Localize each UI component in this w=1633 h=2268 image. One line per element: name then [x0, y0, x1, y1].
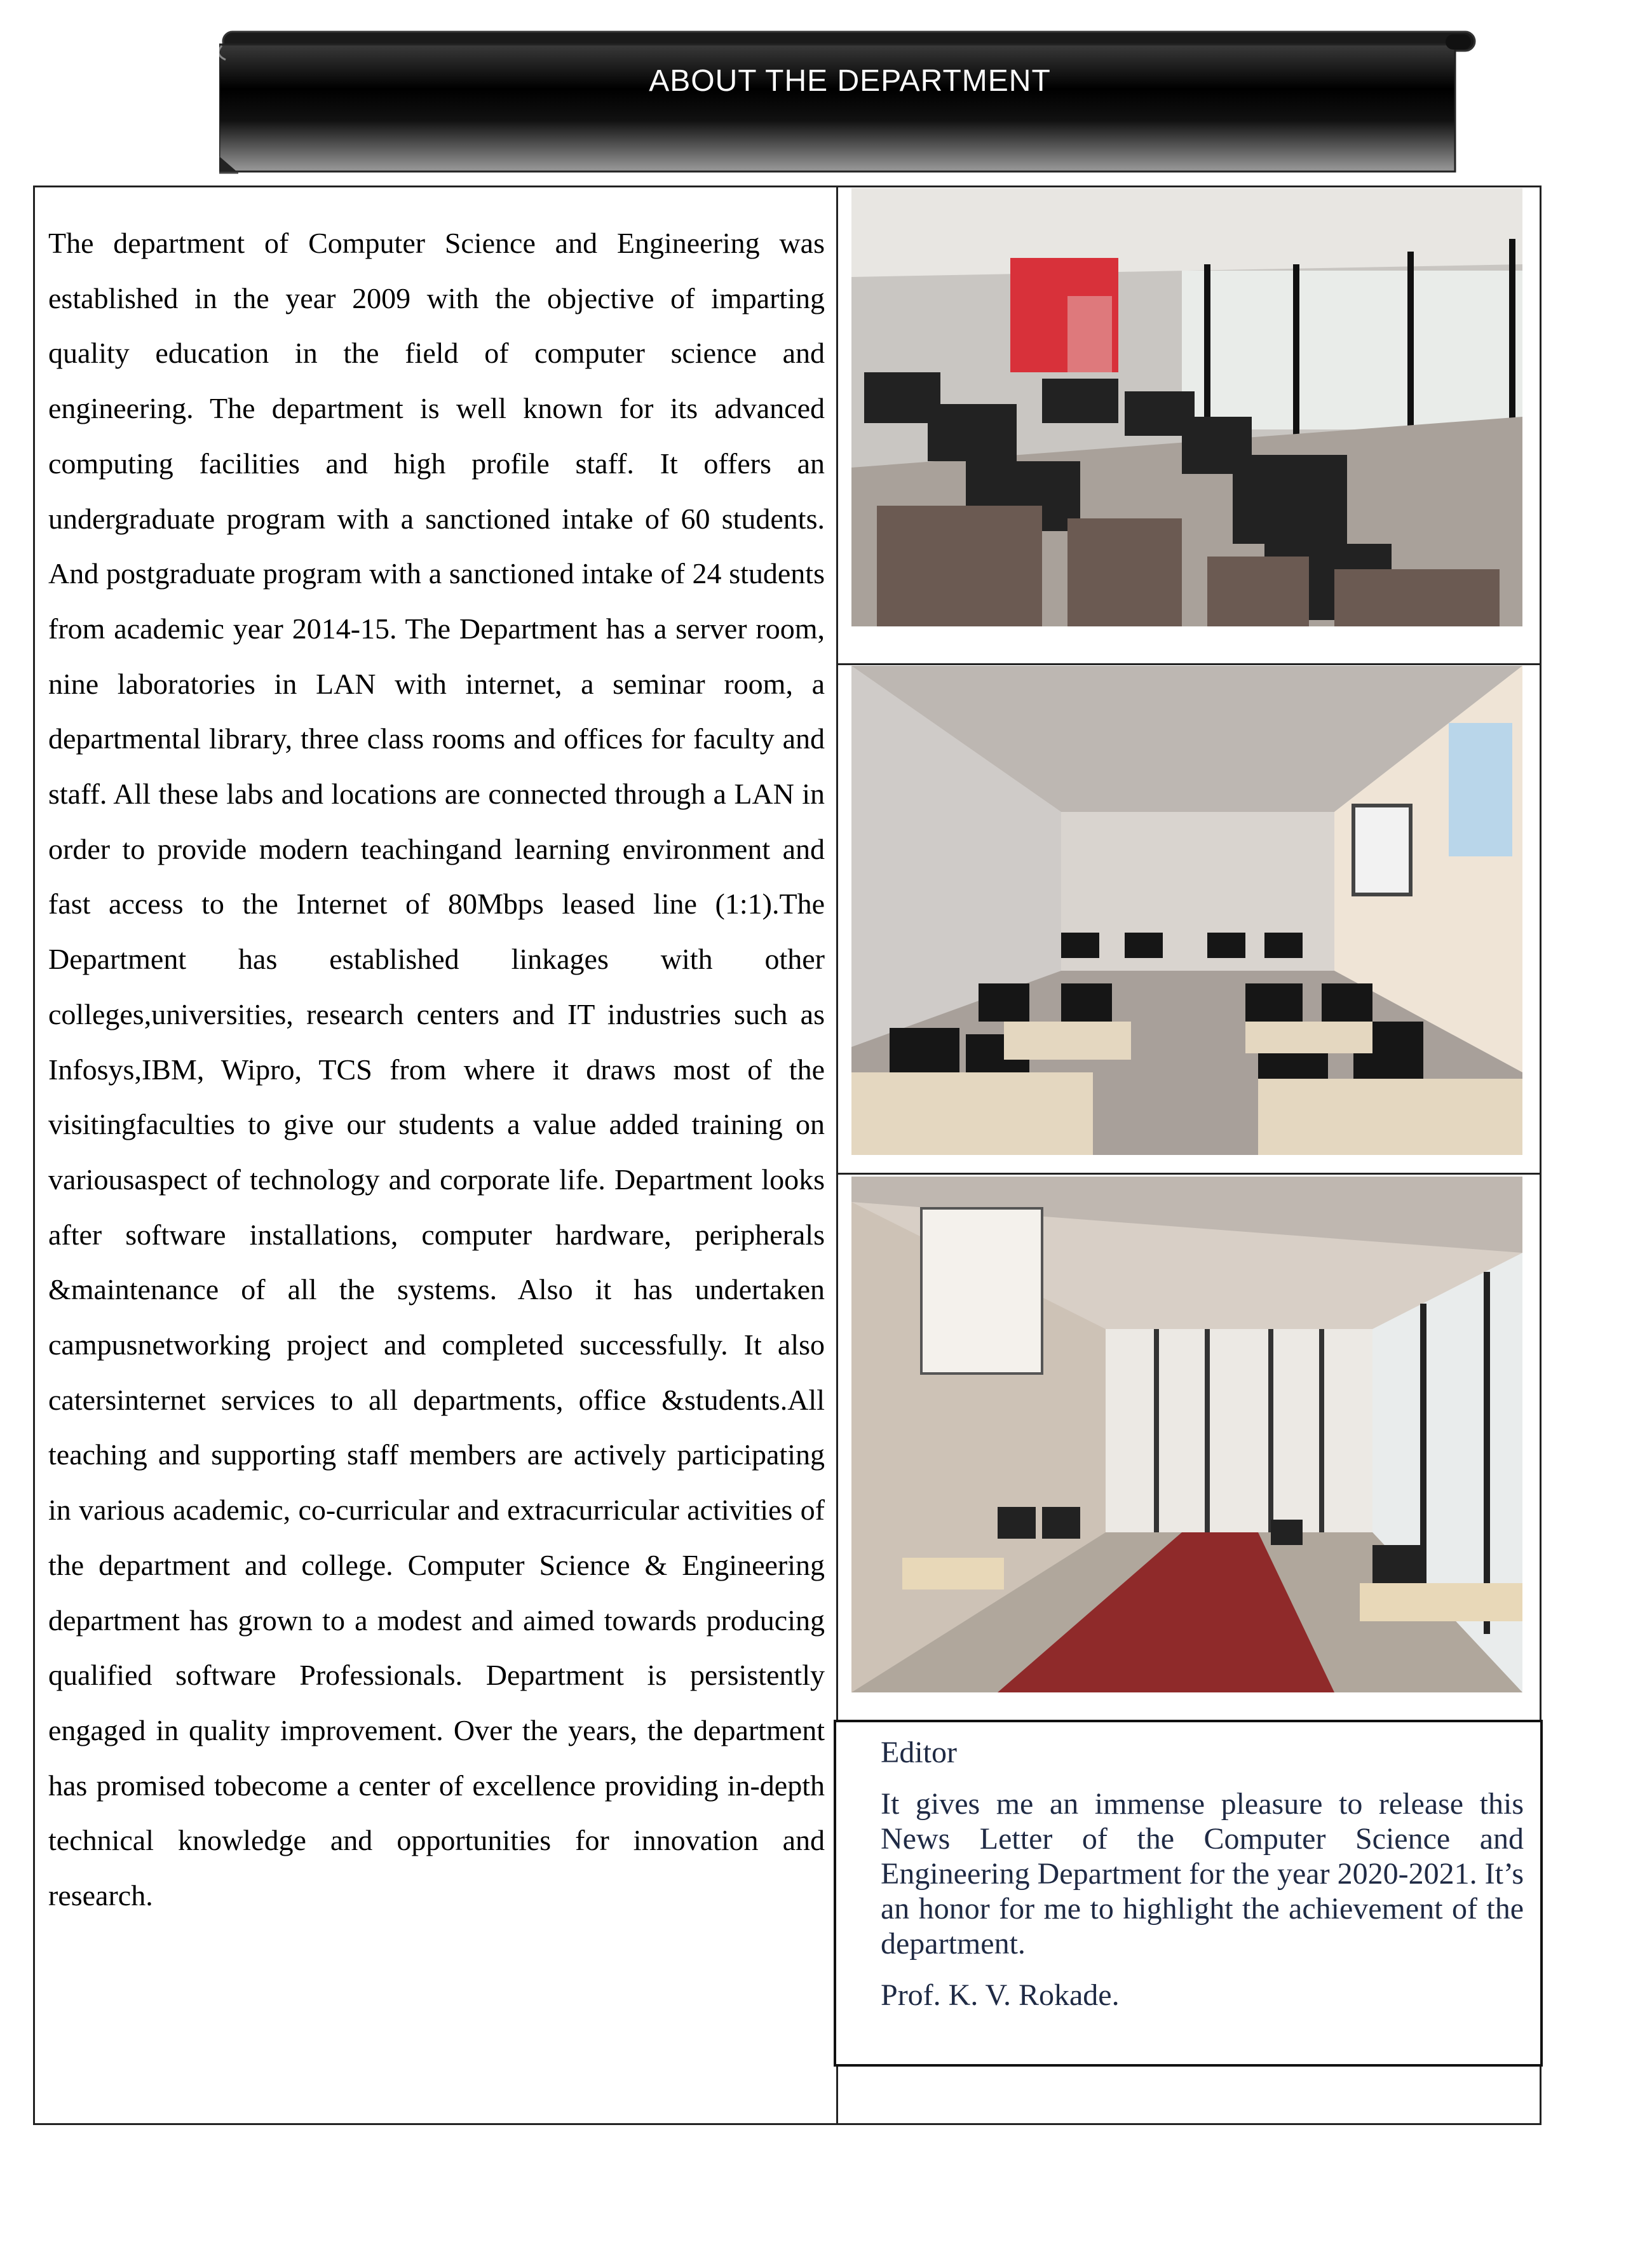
editor-note [834, 1720, 1543, 2067]
lab-photo-1 [851, 188, 1522, 626]
department-description [48, 216, 825, 1924]
scroll-banner-shape [219, 30, 1481, 175]
lab-photo-3 [851, 1177, 1522, 1692]
editor-heading: Editor [881, 1736, 957, 1769]
editor-signature: Prof. K. V. Rokade. [881, 1978, 1120, 2012]
row-divider [836, 1173, 1542, 1175]
title-banner [219, 30, 1481, 175]
editor-message: It gives me an immense pleasure to release this News Letter of the Computer Science and Engineering Department for the year 2020-2021. It’s an honor for me to highlight the achievement of the department. [881, 1787, 1524, 1961]
banner-title: ABOUT THE DEPARTMENT [649, 64, 1051, 98]
article-paragraph: The department of Computer Science and Engineering was established in the year 2009 with the objective of imparting quality education in the field of computer science and engineering. The department is well known for its advanced computing facilities and high profile staff. It offers an undergraduate program with a sanctioned intake of 60 students. And postgraduate program with a sanctioned intake of 24 students from academic year 2014-15. The Department has a server room, nine laboratories in LAN with internet, a seminar room, a departmental library, three class rooms and offices for faculty and staff. All these labs and locations are connected through a LAN in order to provide modern teachingand learning environment and fast access to the Internet of 80Mbps leased line (1:1).The Department has established linkages with other colleges,universities, research centers and IT industries such as Infosys,IBM, Wipro, TCS from where it draws most of the visitingfaculties to give our students a value added training on variousaspect of technology and corporate life. Department looks after software installations, computer hardware, peripherals &maintenance of all the systems. Also it has undertaken campusnetworking project and completed successfully. It also catersinternet services to all departments, office &students.All teaching and supporting staff members are actively participating in various academic, co-curricular and extracurricular activities of the department and college. Computer Science & Engineering department has grown to a modest and aimed towards producing qualified software Professionals. Department is persistently engaged in quality improvement. Over the years, the department has promised tobecome a center of excellence providing in-depth technical knowledge and opportunities for innovation and research. [48, 227, 825, 1912]
lab-photo-2 [851, 666, 1522, 1155]
row-divider [836, 663, 1542, 665]
